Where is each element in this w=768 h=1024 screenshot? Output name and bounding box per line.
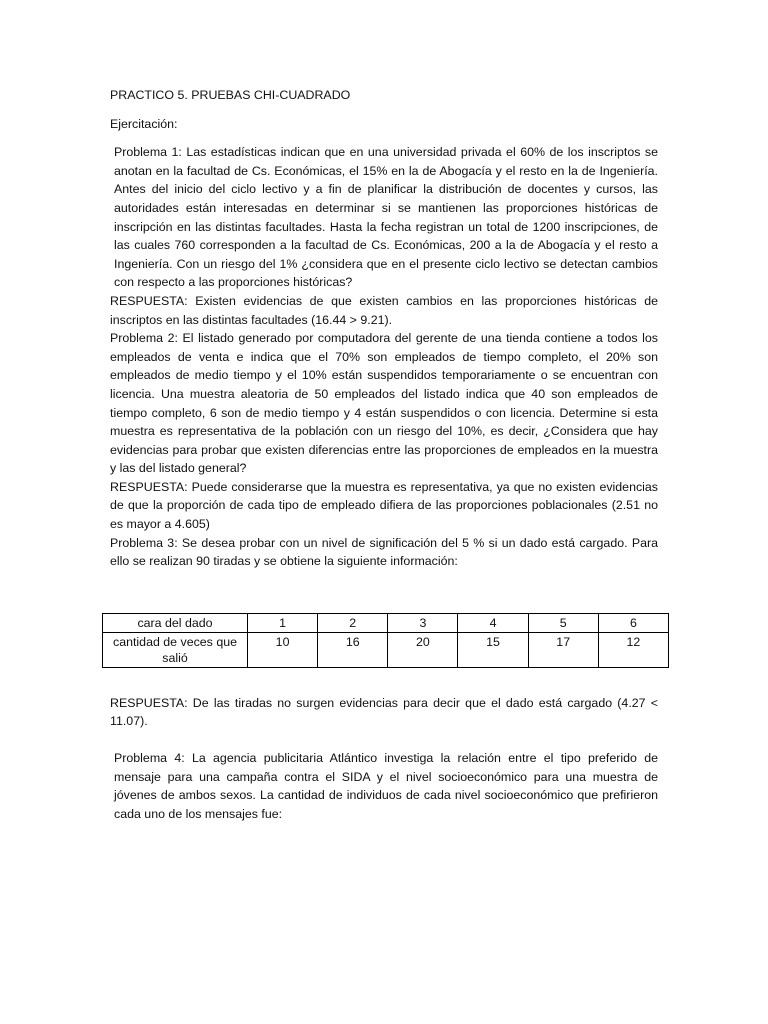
document-title: PRACTICO 5. PRUEBAS CHI-CUADRADO: [110, 88, 351, 102]
table-cell: 20: [388, 632, 458, 667]
table-cell: 3: [388, 613, 458, 632]
table-cell: 4: [458, 613, 528, 632]
problem-3-text: Problema 3: Se desea probar con un nivel de significación del 5 % si un dado está cargado. Para ello se realizan 90 tiradas y se obtiene la siguiente información:: [110, 535, 658, 569]
table-cell: cantidad de veces que salió: [103, 632, 248, 667]
table-cell: cara del dado: [103, 613, 248, 632]
table-cell: 5: [528, 613, 598, 632]
table-cell: 16: [318, 632, 388, 667]
problem-1-text: Problema 1: Las estadísticas indican que en una universidad privada el 60% de los inscriptos se anotan en la facultad de Cs. Económicas, el 15% en la de Abogacía y el resto en la de Ingeniería. Antes del inicio del ciclo lectivo y a fin de planificar la distribución de docentes y cursos, las autoridades están interesadas en determinar si se mantienen las proporciones históricas de inscripción en las distintas facultades. Hasta la fecha registran un total de 1200 inscripciones, de las cuales 760 corresponden a la facultad de Cs. Económicas, 200 a la de Abogacía y el resto a Ingeniería. Con un riesgo del 1% ¿considera que en el presente ciclo lectivo se detectan cambios con respecto a las proporciones históricas?: [114, 145, 658, 290]
table-cell: 1: [248, 613, 318, 632]
dice-table: [102, 613, 669, 668]
table-cell: 15: [458, 632, 528, 667]
table-cell: 17: [528, 632, 598, 667]
problem-2-text: Problema 2: El listado generado por computadora del gerente de una tienda contiene a todos los empleados de venta e indica que el 70% son empleados de tiempo completo, el 20% son empleados de medio tiempo y el 10% están suspendidos temporariamente o se encuentran con licencia. Una muestra aleatoria de 50 empleados del listado indica que 40 son empleados de tiempo completo, 6 son de medio tiempo y 4 están suspendidos o con licencia. Determine si esta muestra es representativa de la población con un riesgo del 10%, es decir, ¿Considera que hay evidencias para probar que existen diferencias entre las proporciones de empleados en la muestra y las del listado general?: [110, 331, 658, 476]
problem-2-answer: RESPUESTA: Puede considerarse que la muestra es representativa, ya que no existen evidencias de que la proporción de cada tipo de empleado difiera de las proporciones poblacionales (2.51 no es mayor a 4.605): [110, 479, 658, 532]
document-body: [110, 86, 658, 823]
table-cell: 10: [248, 632, 318, 667]
table-row: [103, 613, 669, 632]
table-cell: 6: [598, 613, 668, 632]
problem-4-text: Problema 4: La agencia publicitaria Atlántico investiga la relación entre el tipo preferido de mensaje para una campaña contra el SIDA y el nivel socioeconómico para una muestra de jóvenes de ambos sexos. La cantidad de individuos de cada nivel socioeconómico que prefirieron cada uno de los mensajes fue:: [114, 751, 658, 821]
table-cell: 12: [598, 632, 668, 667]
section-heading: Ejercitación:: [110, 116, 178, 131]
table-cell: 2: [318, 613, 388, 632]
problem-1-answer: RESPUESTA: Existen evidencias de que existen cambios en las proporciones históricas de inscriptos en las distintas facultades (16.44 > 9.21).: [110, 293, 658, 327]
problem-3-answer: RESPUESTA: De las tiradas no surgen evidencias para decir que el dado está cargado (4.27 < 11.07).: [110, 695, 658, 729]
table-row: [103, 632, 669, 667]
